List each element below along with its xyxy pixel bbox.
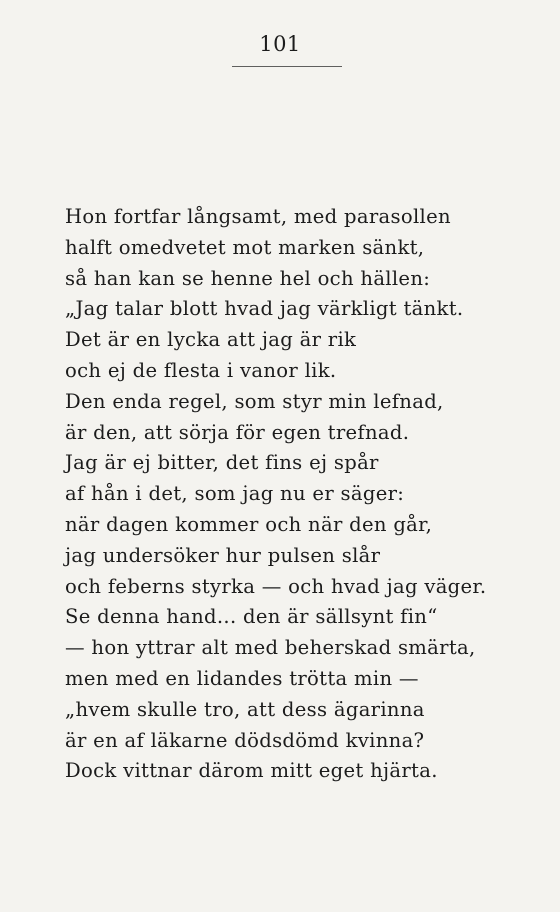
poem-line: Dock vittnar därom mitt eget hjärta. (65, 759, 438, 783)
poem-line: jag undersöker hur pulsen slår (65, 543, 381, 567)
poem-line: — hon yttrar alt med beherskad smärta, (65, 636, 476, 660)
poem-text (65, 202, 545, 787)
poem-line: så han kan se henne hel och hällen: (65, 266, 431, 290)
poem-line: „Jag talar blott hvad jag värkligt tänkt. (65, 297, 464, 321)
poem-line: Se denna hand... den är sällsynt fin“ (65, 605, 438, 629)
poem-line: men med en lidandes trötta min — (65, 666, 419, 690)
poem-line: Jag är ej bitter, det fins ej spår (65, 451, 379, 475)
poem-line: Den enda regel, som styr min lefnad, (65, 389, 444, 413)
poem-line: när dagen kommer och när den går, (65, 512, 433, 536)
poem-line: är den, att sörja för egen trefnad. (65, 420, 410, 444)
poem-line: Det är en lycka att jag är rik (65, 328, 357, 352)
poem-line: är en af läkarne dödsdömd kvinna? (65, 728, 425, 752)
poem-line: „hvem skulle tro, att dess ägarinna (65, 697, 425, 721)
poem-line: Hon fortfar långsamt, med parasollen (65, 205, 451, 228)
poem-line: halft omedvetet mot marken sänkt, (65, 235, 425, 259)
header-rule (232, 66, 342, 67)
poem-line: af hån i det, som jag nu er säger: (65, 482, 405, 506)
page-number: 101 (259, 32, 301, 56)
poem-line: och feberns styrka — och hvad jag väger. (65, 574, 487, 598)
poem-line: och ej de flesta i vanor lik. (65, 358, 337, 382)
